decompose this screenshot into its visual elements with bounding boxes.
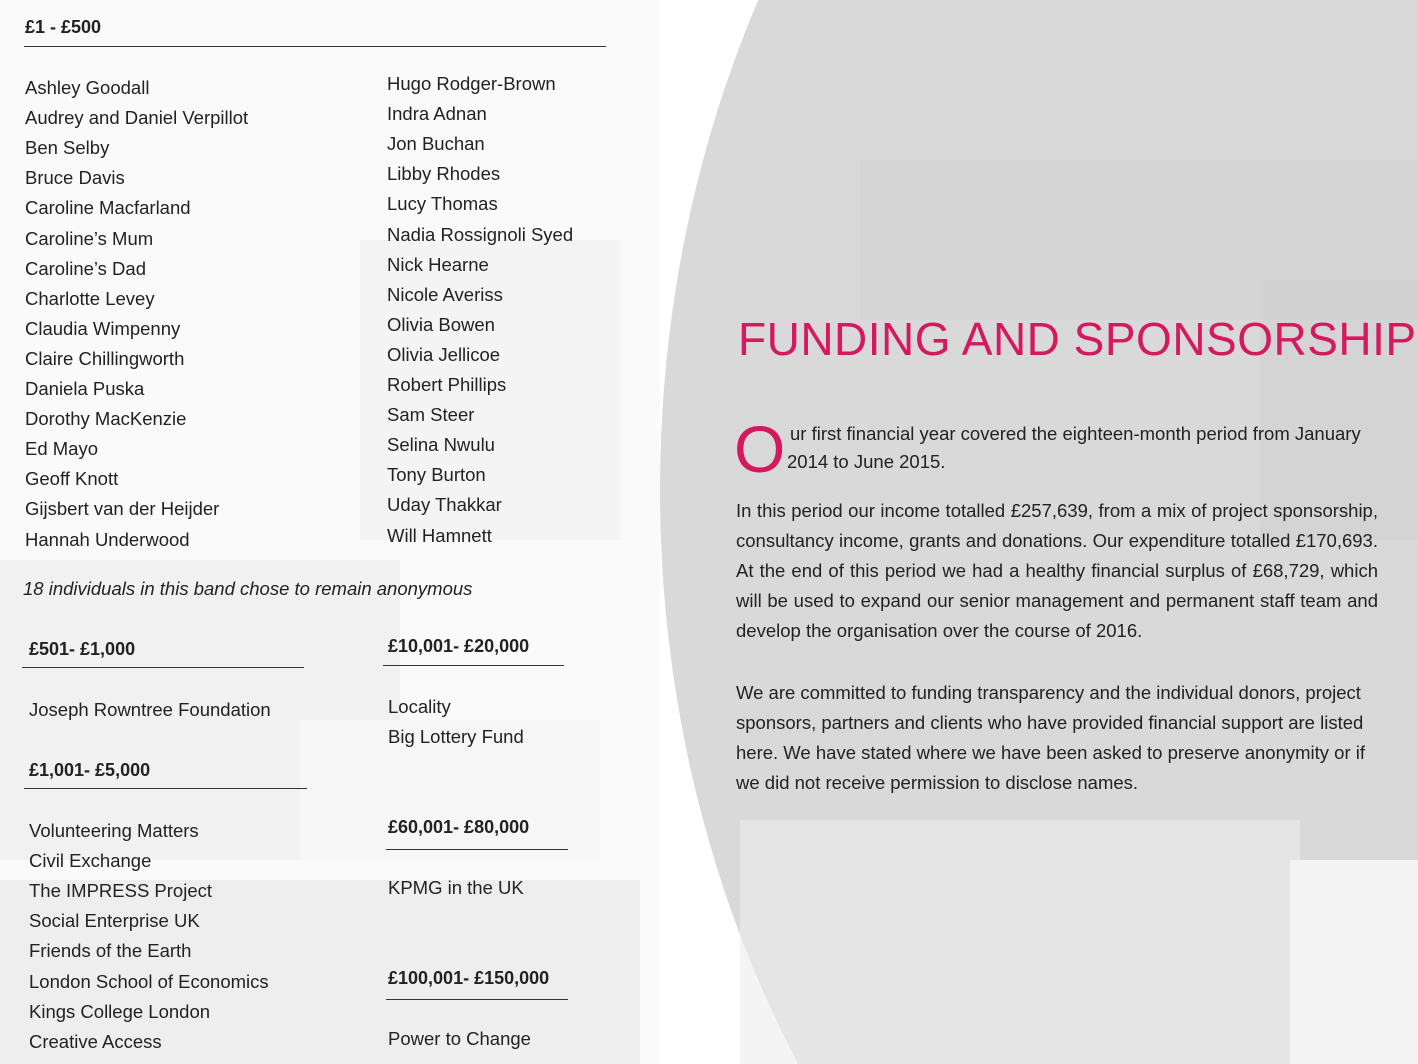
donor-name: Selina Nwulu xyxy=(387,434,495,456)
paragraph-income: In this period our income totalled £257,639, from a mix of project sponsorship, consultancy income, grants and donations. Our expenditure totalled £170,693. At the end of this period we had a healthy financial surplus of £68,729, which will be used to expand our senior management and permanent staff team and develop the organisation over the course of 2016. xyxy=(736,500,1378,641)
anonymous-note: 18 individuals in this band chose to remain anonymous xyxy=(23,578,473,599)
band-heading-1001-5000: £1,001- £5,000 xyxy=(29,760,151,780)
donor-name: Gijsbert van der Heijder xyxy=(25,498,220,520)
donor-name: Olivia Bowen xyxy=(387,313,495,335)
donor-name: Hugo Rodger-Brown xyxy=(387,73,556,94)
donor-name: Kings College London xyxy=(29,1000,211,1022)
donor-name: Friends of the Earth xyxy=(29,940,192,962)
band-rule xyxy=(24,788,307,789)
donor-name: Indra Adnan xyxy=(387,103,487,125)
band-rule xyxy=(24,46,606,47)
donor-name: Ed Mayo xyxy=(25,438,99,460)
band-rule xyxy=(386,849,568,850)
donor-name: Civil Exchange xyxy=(29,850,152,872)
donor-name: Sam Steer xyxy=(387,404,475,426)
donor-name: Robert Phillips xyxy=(387,374,507,395)
donor-name: Geoff Knott xyxy=(25,468,119,490)
donor-name: Power to Change xyxy=(388,1028,531,1049)
donor-name: Volunteering Matters xyxy=(29,820,199,841)
donor-name: Dorothy MacKenzie xyxy=(25,408,187,430)
band-heading-100001-150000: £100,001- £150,000 xyxy=(388,968,550,988)
band-heading-1-500: £1 - £500 xyxy=(25,17,102,37)
donor-name: Jon Buchan xyxy=(387,133,485,155)
donor-name: Claudia Wimpenny xyxy=(25,317,181,339)
drop-cap: O xyxy=(734,412,786,486)
donor-name: Uday Thakkar xyxy=(387,494,502,516)
band-heading-60001-80000: £60,001- £80,000 xyxy=(388,817,530,837)
donor-name: Hannah Underwood xyxy=(25,528,190,550)
donor-name: Libby Rhodes xyxy=(387,163,501,185)
donor-name: Tony Burton xyxy=(387,464,486,486)
band-heading-10001-20000: £10,001- £20,000 xyxy=(388,636,530,656)
donor-name: Big Lottery Fund xyxy=(388,726,524,747)
donor-name: Will Hamnett xyxy=(387,524,492,546)
page-title: FUNDING AND SPONSORSHIP xyxy=(738,313,1417,365)
donor-name: Claire Chillingworth xyxy=(25,347,185,369)
donor-name: Caroline’s Mum xyxy=(25,227,154,249)
band-rule xyxy=(383,665,564,666)
donor-name: Nadia Rossignoli Syed xyxy=(387,223,574,245)
donor-name: Joseph Rowntree Foundation xyxy=(29,699,271,720)
donor-name: Charlotte Levey xyxy=(25,287,155,309)
donor-name: Social Enterprise UK xyxy=(29,910,200,932)
donor-name: Nicole Averiss xyxy=(387,283,503,305)
donor-name: Daniela Puska xyxy=(25,378,145,399)
paragraph-transparency: We are committed to funding transparency and the individual donors, project sponsors, partners and clients who have provided financial support are listed here. We have stated where we have been asked to preserve anonymity or if we did not receive permission to disclose names. xyxy=(736,682,1366,793)
intro-line-2: 2014 to June 2015. xyxy=(787,451,946,472)
donor-name: Ashley Goodall xyxy=(25,77,150,98)
band-rule xyxy=(22,667,304,668)
donor-name: Audrey and Daniel Verpillot xyxy=(25,107,249,129)
donor-name: KPMG in the UK xyxy=(388,877,524,898)
donor-name: The IMPRESS Project xyxy=(29,880,213,902)
donor-name: London School of Economics xyxy=(29,970,269,992)
donor-name: Olivia Jellicoe xyxy=(387,343,501,365)
donor-name: Caroline’s Dad xyxy=(25,257,146,279)
donor-name: Bruce Davis xyxy=(25,167,125,189)
donor-name: Lucy Thomas xyxy=(387,193,498,215)
donor-name: Nick Hearne xyxy=(387,253,489,275)
donor-name: Locality xyxy=(388,696,451,717)
donor-name: Caroline Macfarland xyxy=(25,197,191,219)
band-heading-501-1000: £501- £1,000 xyxy=(29,639,136,659)
intro-line-1: ur first financial year covered the eighteen-month period from January xyxy=(790,423,1361,444)
donor-name: Ben Selby xyxy=(25,137,110,159)
band-rule xyxy=(386,999,568,1000)
donor-name: Creative Access xyxy=(29,1030,162,1052)
